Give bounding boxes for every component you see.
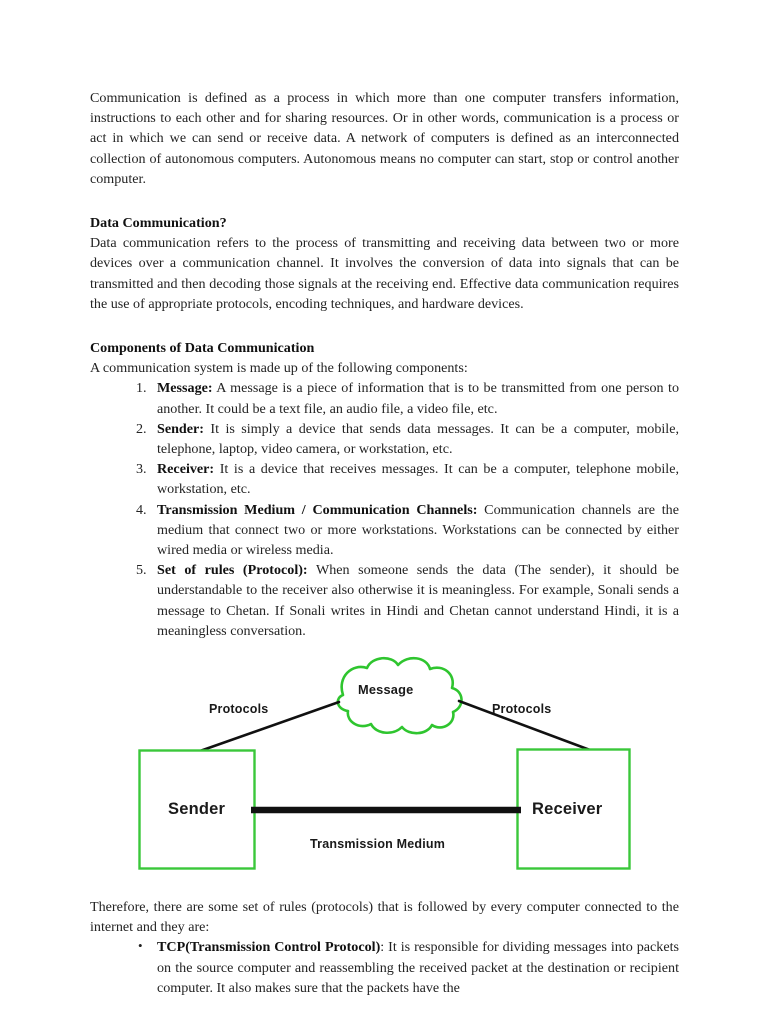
list-item-term: Transmission Medium / Communication Channels: [157,501,478,518]
protocols-right-label: Protocols [492,702,552,717]
list-item-term: Set of rules (Protocol): [157,562,308,579]
transmission-medium-label: Transmission Medium [310,837,446,852]
heading-components: Components of Data Communication [90,340,315,357]
sender-label: Sender [168,800,226,819]
protocols-left-label: Protocols [209,702,269,717]
list-item-text: When someone sends the data (The sender), it should be understandable to the receiver also otherwise it is meaningless. For example, Sonali sends a message to Chetan. If Sonali writes in Hindi and Chetan cannot understand Hindi, it is a meaningless conversation. [157,562,679,639]
list-item [90,419,679,459]
list-item [90,937,679,998]
spacer [90,314,679,338]
spacer [90,885,679,897]
list-item-text: It is simply a device that sends data messages. It can be a computer, mobile, telephone, laptop, video camera, or workstation, etc. [157,420,679,458]
list-item-term: TCP(Transmission Control Protocol) [157,939,381,956]
list-item [90,378,679,418]
list-item-term: Receiver: [157,461,215,478]
receiver-label: Receiver [532,800,603,819]
spacer [90,641,679,655]
list-item-term: Message: [157,380,213,397]
spacer [90,189,679,213]
components-list [90,378,679,641]
data-communication-body: Data communication refers to the process of transmitting and receiving data between two or more devices over a communication channel. It involves the conversion of data into signals that can be transmitted and then decoding those signals at the receiving end. Effective data communication requires the use of appropriate protocols, encoding techniques, and hardware devices. [90,235,679,312]
list-item [90,500,679,561]
protocol-bullet-list [90,937,679,998]
components-lead: A communication system is made up of the following components: [90,360,468,377]
list-item-term: Sender: [157,420,204,437]
communication-diagram [90,655,679,885]
list-item-text: It is a device that receives messages. It can be a computer, telephone mobile, workstation, etc. [157,461,679,498]
list-item-text: : It is responsible for dividing messages into packets on the source computer and reassembling the received packet at the destination or recipient computer. It also makes sure that the packets have the [157,939,679,996]
list-item-text: Communication channels are the medium that connect two or more workstations. Workstations can be connected by either wired media or wireless media. [157,501,679,559]
closing-paragraph: Therefore, there are some set of rules (protocols) that is followed by every computer connected to the internet and they are: [90,899,679,936]
intro-paragraph: Communication is defined as a process in which more than one computer transfers information, instructions to each other and for sharing resources. Or in other words, communication is a process or act in which we can send or receive data. A network of computers is defined as an interconnected collection of autonomous computers. Autonomous means no computer can start, stop or control another computer. [90,90,679,187]
message-label: Message [358,682,414,698]
heading-data-communication: Data Communication? [90,215,227,232]
list-item [90,560,679,641]
list-item [90,459,679,499]
list-item-text: A message is a piece of information that is to be transmitted from one person to another. It could be a text file, an audio file, a video file, etc. [157,380,679,417]
document-content [90,88,679,998]
